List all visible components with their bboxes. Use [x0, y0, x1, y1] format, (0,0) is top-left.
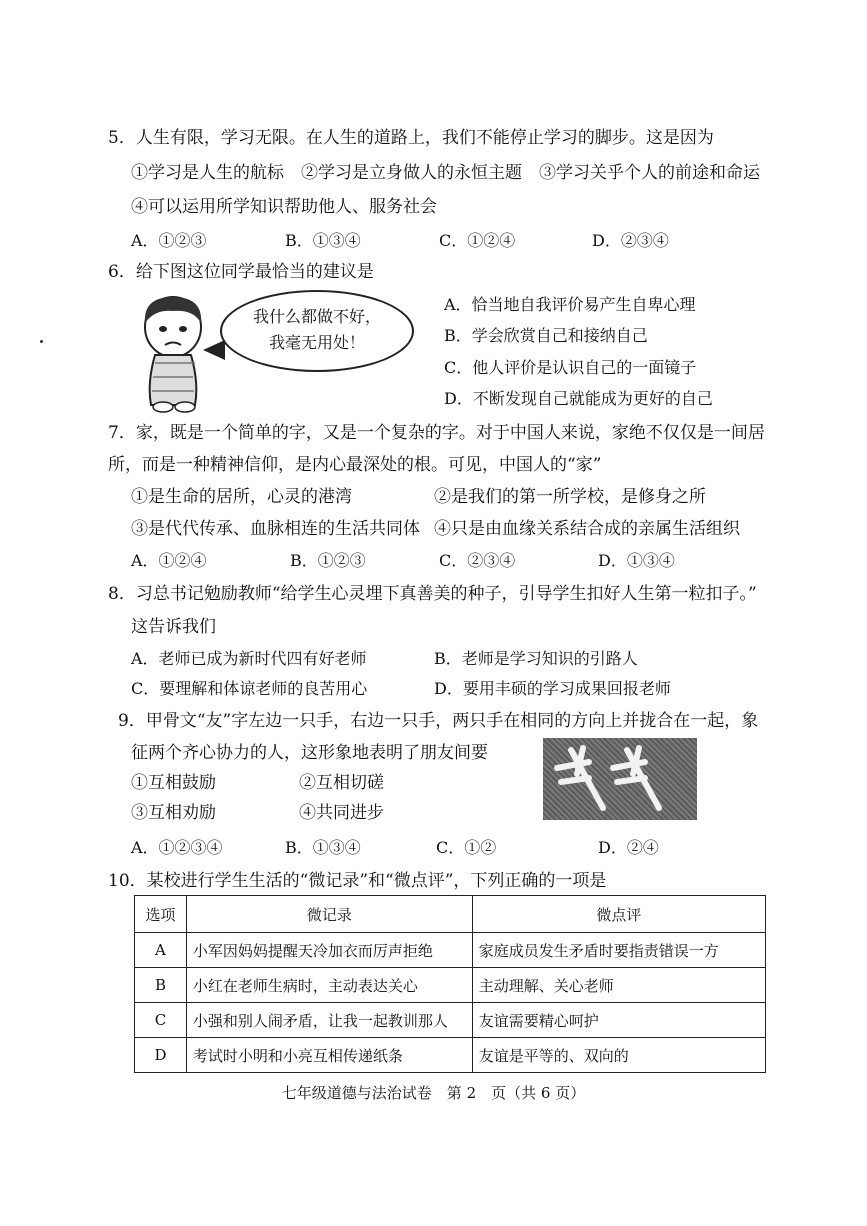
row-d-label: D	[135, 1038, 187, 1073]
sad-student-illustration	[133, 293, 213, 415]
q8-option-a: A．老师已成为新时代四有好老师	[131, 649, 367, 668]
header-micro-record: 微记录	[186, 896, 472, 933]
header-micro-comment: 微点评	[472, 896, 765, 933]
q5-option-a: A．①②③	[131, 231, 207, 250]
table-row	[135, 1003, 766, 1038]
row-a-record: 小军因妈妈提醒天冷加衣而厉声拒绝	[186, 933, 472, 968]
oracle-bone-you-character-image	[543, 738, 697, 820]
table-row	[135, 968, 766, 1003]
q5-items-line2: ④可以运用所学知识帮助他人、服务社会	[131, 197, 437, 217]
q7-item-2: ②是我们的第一所学校，是修身之所	[434, 487, 706, 507]
row-a-label: A	[135, 933, 187, 968]
q8-option-d: D．要用丰硕的学习成果回报老师	[434, 679, 671, 698]
bubble-line2: 我毫无用处！	[268, 333, 365, 352]
q10-table	[134, 895, 766, 1073]
q8-stem-line1: 8．习总书记勉励教师“给学生心灵埋下真善美的种子，引导学生扣好人生第一粒扣子。”	[108, 584, 757, 604]
q6-stem: 6．给下图这位同学最恰当的建议是	[108, 262, 374, 282]
oracle-bone-hands-icon	[543, 738, 697, 820]
q5-stem: 5．人生有限，学习无限。在人生的道路上，我们不能停止学习的脚步。这是因为	[108, 128, 714, 148]
speech-bubble	[220, 290, 414, 372]
q7-stem-line1: 7．家，既是一个简单的字，又是一个复杂的字。对于中国人来说，家绝不仅仅是一间居	[108, 423, 765, 443]
q9-item-3: ③互相劝励	[131, 803, 216, 823]
q7-option-c: C．②③④	[439, 551, 516, 570]
q7-option-a: A．①②④	[131, 551, 207, 570]
q8-stem-line2: 这告诉我们	[131, 617, 216, 637]
row-a-comment: 家庭成员发生矛盾时要指责错误一方	[472, 933, 765, 968]
q5-option-c: C．①②④	[439, 231, 516, 250]
q9-item-4: ④共同进步	[299, 803, 384, 823]
page-footer: 七年级道德与法治试卷 第 2 页（共 6 页）	[281, 1084, 586, 1102]
row-b-label: B	[135, 968, 187, 1003]
row-b-record: 小红在老师生病时，主动表达关心	[186, 968, 472, 1003]
table-row	[135, 933, 766, 968]
q7-stem-line2: 所，而是一种精神信仰，是内心最深处的根。可见，中国人的“家”	[108, 455, 602, 475]
speech-bubble-text	[222, 304, 412, 356]
row-d-comment: 友谊是平等的、双向的	[472, 1038, 765, 1073]
table-header-row	[135, 896, 766, 933]
q9-stem-line1: 9．甲骨文“友”字左边一只手，右边一只手，两只手在相同的方向上并拢合在一起，象	[118, 711, 759, 731]
q8-option-c: C．要理解和体谅老师的良苦用心	[131, 679, 368, 698]
q9-item-2: ②互相切磋	[299, 773, 384, 793]
q9-stem-line2: 征两个齐心协力的人，这形象地表明了朋友间要	[131, 743, 488, 763]
q9-option-b: B．①③④	[285, 838, 361, 857]
q5-option-d: D．②③④	[592, 231, 669, 250]
q6-option-a: A．恰当地自我评价易产生自卑心理	[444, 295, 696, 314]
scan-speck	[40, 340, 43, 343]
row-c-label: C	[135, 1003, 187, 1038]
q8-option-b: B．老师是学习知识的引路人	[434, 649, 638, 668]
row-d-record: 考试时小明和小亮互相传递纸条	[186, 1038, 472, 1073]
bubble-line1: 我什么都做不好，	[252, 307, 381, 326]
q7-item-3: ③是代代传承、血脉相连的生活共同体	[131, 519, 420, 539]
q9-option-d: D．②④	[598, 838, 659, 857]
q6-option-b: B．学会欣赏自己和接纳自己	[444, 326, 648, 345]
q7-item-4: ④只是由血缘关系结合成的亲属生活组织	[434, 519, 740, 539]
q6-option-c: C．他人评价是认识自己的一面镜子	[444, 358, 697, 377]
row-c-comment: 友谊需要精心呵护	[472, 1003, 765, 1038]
table-row	[135, 1038, 766, 1073]
row-b-comment: 主动理解、关心老师	[472, 968, 765, 1003]
q6-option-d: D．不断发现自己就能成为更好的自己	[444, 389, 713, 408]
q9-option-c: C．①②	[436, 838, 497, 857]
q7-item-1: ①是生命的居所，心灵的港湾	[131, 487, 352, 507]
q5-option-b: B．①③④	[285, 231, 361, 250]
q7-option-b: B．①②③	[290, 551, 366, 570]
row-c-record: 小强和别人闹矛盾，让我一起教训那人	[186, 1003, 472, 1038]
q10-stem: 10．某校进行学生生活的“微记录”和“微点评”，下列正确的一项是	[108, 871, 607, 891]
q9-option-a: A．①②③④	[131, 838, 223, 857]
q7-option-d: D．①③④	[598, 551, 675, 570]
q9-item-1: ①互相鼓励	[131, 773, 216, 793]
q5-items-line1: ①学习是人生的航标 ②学习是立身做人的永恒主题 ③学习关乎个人的前途和命运	[131, 163, 760, 183]
header-option: 选项	[135, 896, 187, 933]
